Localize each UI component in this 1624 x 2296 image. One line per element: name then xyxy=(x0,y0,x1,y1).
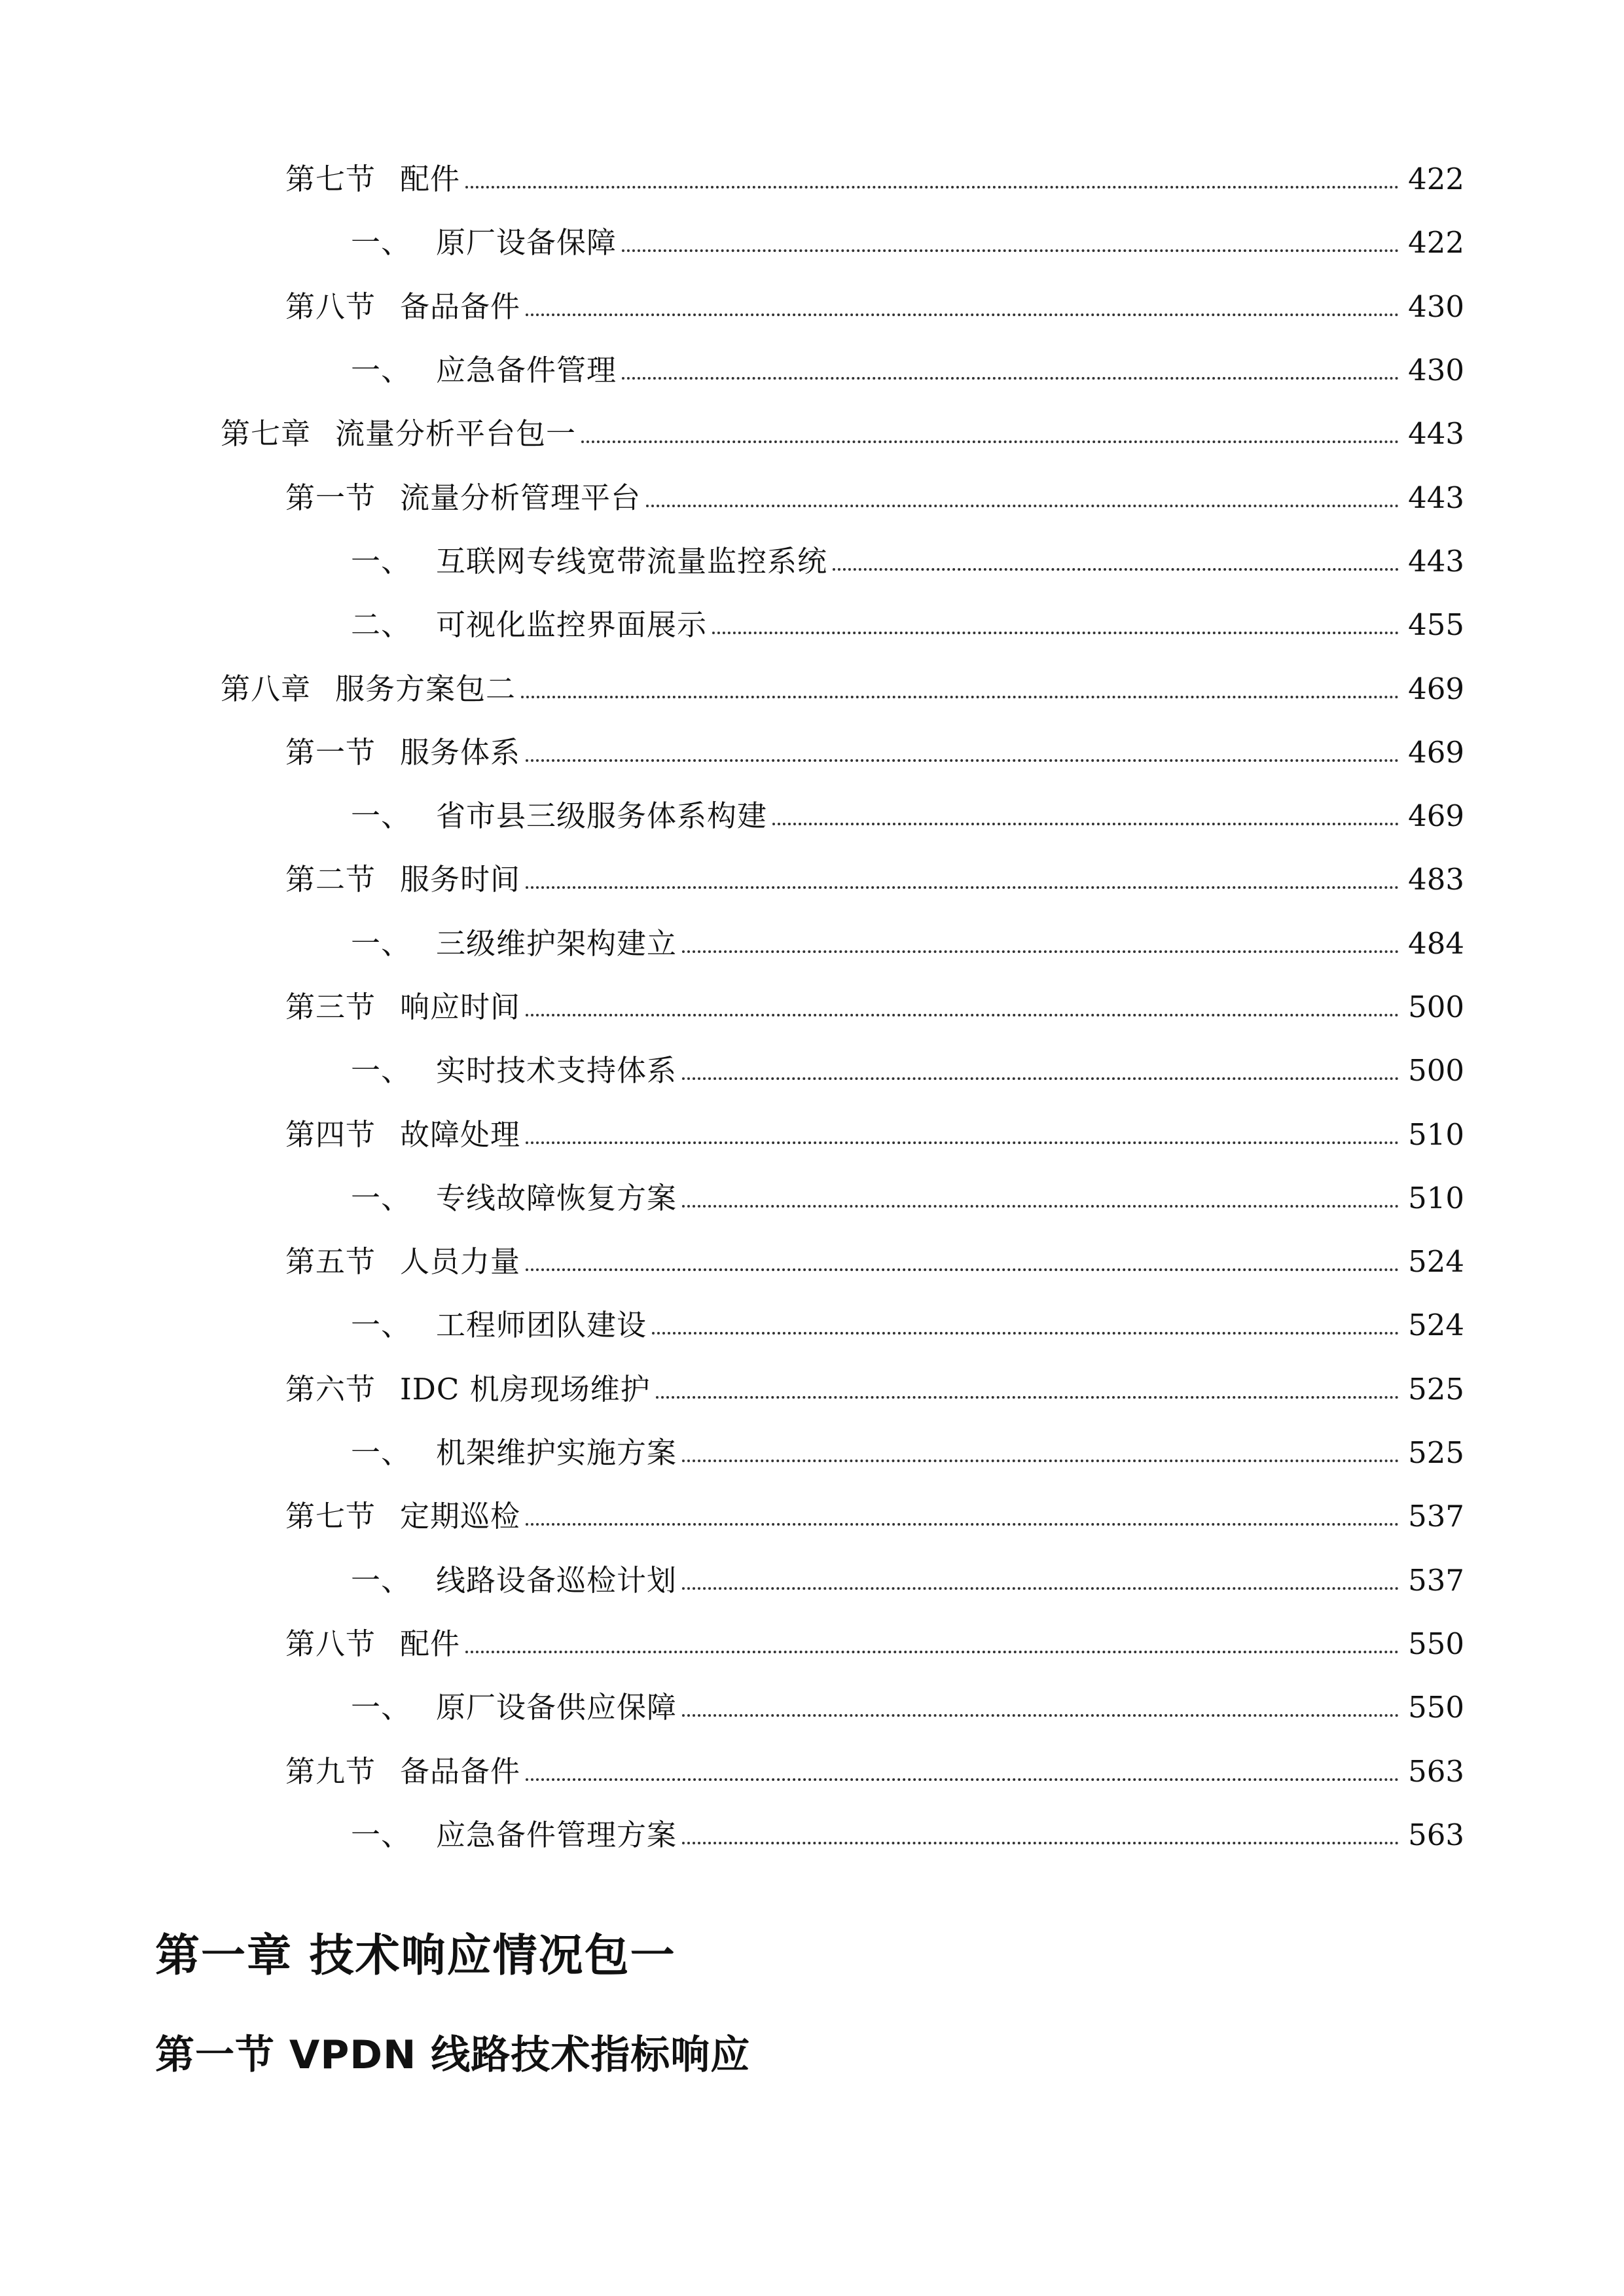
toc-entry-text xyxy=(351,1435,677,1471)
toc-page-number: 422 xyxy=(1408,225,1464,260)
toc-entry-title: 人员力量 xyxy=(400,1244,521,1280)
toc-page-number: 510 xyxy=(1408,1180,1464,1215)
toc-entry-title: 响应时间 xyxy=(400,990,521,1024)
toc-entry-text xyxy=(285,1499,521,1534)
toc-dot-leader xyxy=(652,1302,1399,1335)
toc-page-number: 537 xyxy=(1408,1562,1464,1598)
toc-entry-text xyxy=(351,925,677,961)
toc-entry[interactable] xyxy=(0,529,1624,593)
toc-entry[interactable] xyxy=(0,1357,1624,1421)
toc-page-number: 563 xyxy=(1408,1753,1464,1789)
toc-entry-text xyxy=(351,1690,677,1725)
toc-entry-text xyxy=(285,480,641,515)
toc-dot-leader xyxy=(682,1812,1399,1844)
toc-entry[interactable] xyxy=(0,1102,1624,1166)
toc-entry-number: 第三节 xyxy=(285,990,376,1024)
toc-dot-leader xyxy=(526,1494,1399,1526)
toc-page-number: 469 xyxy=(1408,798,1464,834)
toc-entry-number: 一、 xyxy=(351,543,412,579)
toc-entry-text xyxy=(285,734,521,770)
toc-page-number: 525 xyxy=(1408,1371,1464,1407)
toc-entry[interactable] xyxy=(0,1039,1624,1102)
toc-entry[interactable] xyxy=(0,1230,1624,1293)
toc-entry-text xyxy=(351,1562,677,1598)
section-heading: 第一节 VPDN 线路技术指标响应 xyxy=(155,2032,751,2078)
toc-entry-text xyxy=(221,671,516,706)
toc-entry-title: 服务方案包二 xyxy=(335,671,516,706)
toc-entry-title: 备品备件 xyxy=(400,1753,521,1789)
toc-entry[interactable] xyxy=(0,147,1624,211)
toc-entry-number: 第二节 xyxy=(285,862,376,897)
toc-entry-text xyxy=(351,1817,677,1852)
toc-entry-title: 三级维护架构建立 xyxy=(436,925,677,961)
table-of-contents xyxy=(0,147,1624,1867)
toc-entry[interactable] xyxy=(0,784,1624,848)
toc-entry[interactable] xyxy=(0,975,1624,1039)
toc-entry-text xyxy=(351,1180,677,1215)
toc-page-number: 550 xyxy=(1408,1690,1464,1725)
toc-dot-leader xyxy=(581,411,1399,443)
toc-entry-number: 第一节 xyxy=(285,480,376,515)
toc-entry[interactable] xyxy=(0,1166,1624,1230)
toc-entry-text xyxy=(285,1371,651,1407)
toc-entry-number: 一、 xyxy=(351,1053,412,1088)
toc-entry-number: 一、 xyxy=(351,225,412,260)
toc-entry[interactable] xyxy=(0,211,1624,274)
toc-dot-leader xyxy=(622,220,1399,252)
toc-entry-number: 一、 xyxy=(351,1180,412,1215)
toc-dot-leader xyxy=(682,921,1399,953)
toc-dot-leader xyxy=(682,1430,1399,1462)
toc-entry-text xyxy=(221,416,577,452)
toc-entry[interactable] xyxy=(0,1293,1624,1357)
toc-dot-leader xyxy=(526,1112,1399,1144)
toc-dot-leader xyxy=(526,1749,1399,1781)
toc-page-number: 443 xyxy=(1408,416,1464,452)
toc-dot-leader xyxy=(682,1175,1399,1208)
toc-dot-leader xyxy=(526,284,1399,316)
toc-entry-title: 服务时间 xyxy=(400,862,521,897)
toc-page-number: 455 xyxy=(1408,607,1464,643)
toc-entry-number: 第八节 xyxy=(285,1626,376,1661)
toc-entry-text xyxy=(285,289,521,324)
toc-entry-number: 一、 xyxy=(351,798,412,834)
toc-entry-text xyxy=(285,862,521,897)
toc-dot-leader xyxy=(712,602,1399,634)
toc-page-number: 500 xyxy=(1408,1053,1464,1088)
toc-dot-leader xyxy=(682,1558,1399,1590)
toc-page-number: 563 xyxy=(1408,1817,1464,1852)
toc-entry-text xyxy=(351,225,617,260)
toc-entry-number: 第五节 xyxy=(285,1244,376,1280)
toc-page-number: 510 xyxy=(1408,1117,1464,1152)
toc-entry-title: IDC 机房现场维护 xyxy=(400,1371,651,1407)
toc-entry-title: 配件 xyxy=(400,162,461,197)
toc-entry-title: 备品备件 xyxy=(400,289,521,324)
toc-entry-text xyxy=(285,1117,521,1152)
toc-entry-text xyxy=(285,1626,461,1661)
toc-entry-number: 第四节 xyxy=(285,1117,376,1152)
toc-page-number: 469 xyxy=(1408,734,1464,770)
toc-page-number: 525 xyxy=(1408,1435,1464,1471)
toc-page-number: 430 xyxy=(1408,289,1464,324)
toc-entry[interactable] xyxy=(0,593,1624,656)
toc-entry-title: 配件 xyxy=(400,1626,461,1661)
toc-entry[interactable] xyxy=(0,1739,1624,1803)
toc-entry-number: 第八章 xyxy=(221,671,312,706)
toc-dot-leader xyxy=(656,1367,1399,1399)
toc-entry-text xyxy=(351,798,768,834)
toc-entry-number: 第七节 xyxy=(285,1499,376,1534)
toc-entry-title: 线路设备巡检计划 xyxy=(436,1562,677,1598)
toc-entry-text xyxy=(285,992,520,1022)
toc-dot-leader xyxy=(526,1239,1399,1271)
toc-entry-text xyxy=(351,543,828,579)
toc-entry-number: 第六节 xyxy=(285,1371,376,1407)
toc-page-number: 500 xyxy=(1408,990,1464,1024)
toc-entry[interactable] xyxy=(0,338,1624,402)
toc-dot-leader xyxy=(646,475,1399,507)
toc-dot-leader xyxy=(682,1685,1399,1717)
toc-entry-text xyxy=(285,162,461,197)
toc-dot-leader xyxy=(833,539,1399,571)
toc-entry-title: 原厂设备供应保障 xyxy=(436,1690,677,1725)
toc-entry-title: 流量分析平台包一 xyxy=(335,416,577,452)
toc-entry-title: 可视化监控界面展示 xyxy=(436,607,708,643)
toc-entry-text xyxy=(285,1753,521,1789)
toc-dot-leader xyxy=(521,666,1399,698)
toc-entry-text xyxy=(351,607,708,643)
toc-entry-title: 原厂设备保障 xyxy=(436,225,617,260)
chapter-heading: 第一章 技术响应情况包一 xyxy=(155,1930,676,1982)
toc-entry[interactable] xyxy=(0,848,1624,911)
toc-entry-number: 一、 xyxy=(351,1817,412,1852)
toc-entry-number: 二、 xyxy=(351,607,412,643)
toc-entry-number: 第七节 xyxy=(285,162,376,197)
toc-entry[interactable] xyxy=(0,1484,1624,1548)
toc-dot-leader xyxy=(526,984,1399,1016)
toc-entry-number: 一、 xyxy=(351,1308,412,1343)
toc-entry[interactable] xyxy=(0,1421,1624,1484)
toc-dot-leader xyxy=(465,1621,1399,1653)
toc-entry-title: 工程师团队建设 xyxy=(436,1308,647,1343)
toc-entry-number: 一、 xyxy=(351,1435,412,1471)
toc-dot-leader xyxy=(526,857,1399,889)
toc-entry[interactable] xyxy=(0,465,1624,529)
toc-entry-number: 第九节 xyxy=(285,1753,376,1789)
toc-page-number: 469 xyxy=(1408,671,1464,706)
toc-dot-leader xyxy=(465,156,1399,188)
toc-entry[interactable] xyxy=(0,1549,1624,1612)
toc-entry-title: 专线故障恢复方案 xyxy=(436,1180,677,1215)
toc-entry[interactable] xyxy=(0,275,1624,338)
toc-entry[interactable] xyxy=(0,1803,1624,1867)
toc-entry[interactable] xyxy=(0,1676,1624,1739)
toc-entry-number: 第一节 xyxy=(285,734,376,770)
toc-page-number: 443 xyxy=(1408,480,1464,515)
toc-dot-leader xyxy=(526,730,1399,762)
toc-entry-title: 省市县三级服务体系构建 xyxy=(436,798,768,834)
toc-dot-leader xyxy=(772,793,1399,825)
toc-dot-leader xyxy=(622,348,1399,380)
toc-page-number: 537 xyxy=(1408,1499,1464,1534)
toc-entry-text xyxy=(351,1308,647,1343)
toc-entry-number: 一、 xyxy=(351,925,412,961)
toc-entry-title: 故障处理 xyxy=(400,1117,521,1152)
toc-page-number: 430 xyxy=(1408,353,1464,388)
toc-entry[interactable] xyxy=(0,912,1624,975)
toc-entry-number: 一、 xyxy=(351,1690,412,1725)
toc-entry-text xyxy=(285,1244,521,1280)
toc-dot-leader xyxy=(682,1048,1399,1080)
toc-entry[interactable] xyxy=(0,1612,1624,1676)
toc-page-number: 483 xyxy=(1408,862,1464,897)
toc-page-number: 524 xyxy=(1408,1308,1464,1343)
toc-entry-title: 实时技术支持体系 xyxy=(436,1053,677,1088)
toc-page-number: 422 xyxy=(1408,162,1464,197)
toc-entry-title: 应急备件管理 xyxy=(436,353,617,388)
toc-entry-number: 第七章 xyxy=(221,416,312,452)
toc-entry-text xyxy=(351,1053,677,1088)
toc-entry-title: 流量分析管理平台 xyxy=(400,480,641,515)
toc-entry[interactable] xyxy=(0,721,1624,784)
toc-page-number: 550 xyxy=(1408,1626,1464,1661)
toc-entry-title: 互联网专线宽带流量监控系统 xyxy=(436,543,828,579)
toc-entry-title: 定期巡检 xyxy=(400,1499,521,1534)
toc-entry-title: 机架维护实施方案 xyxy=(436,1435,677,1471)
toc-entry-number: 第八节 xyxy=(285,289,376,324)
toc-page-number: 443 xyxy=(1408,543,1464,579)
toc-entry-title: 服务体系 xyxy=(400,734,521,770)
toc-entry-title: 应急备件管理方案 xyxy=(436,1817,677,1852)
toc-page-number: 484 xyxy=(1408,925,1464,961)
toc-entry-text xyxy=(351,353,617,388)
toc-page-number: 524 xyxy=(1408,1244,1464,1280)
toc-entry-number: 一、 xyxy=(351,1562,412,1598)
toc-entry-number: 一、 xyxy=(351,353,412,388)
toc-entry[interactable] xyxy=(0,656,1624,720)
toc-entry[interactable] xyxy=(0,402,1624,465)
